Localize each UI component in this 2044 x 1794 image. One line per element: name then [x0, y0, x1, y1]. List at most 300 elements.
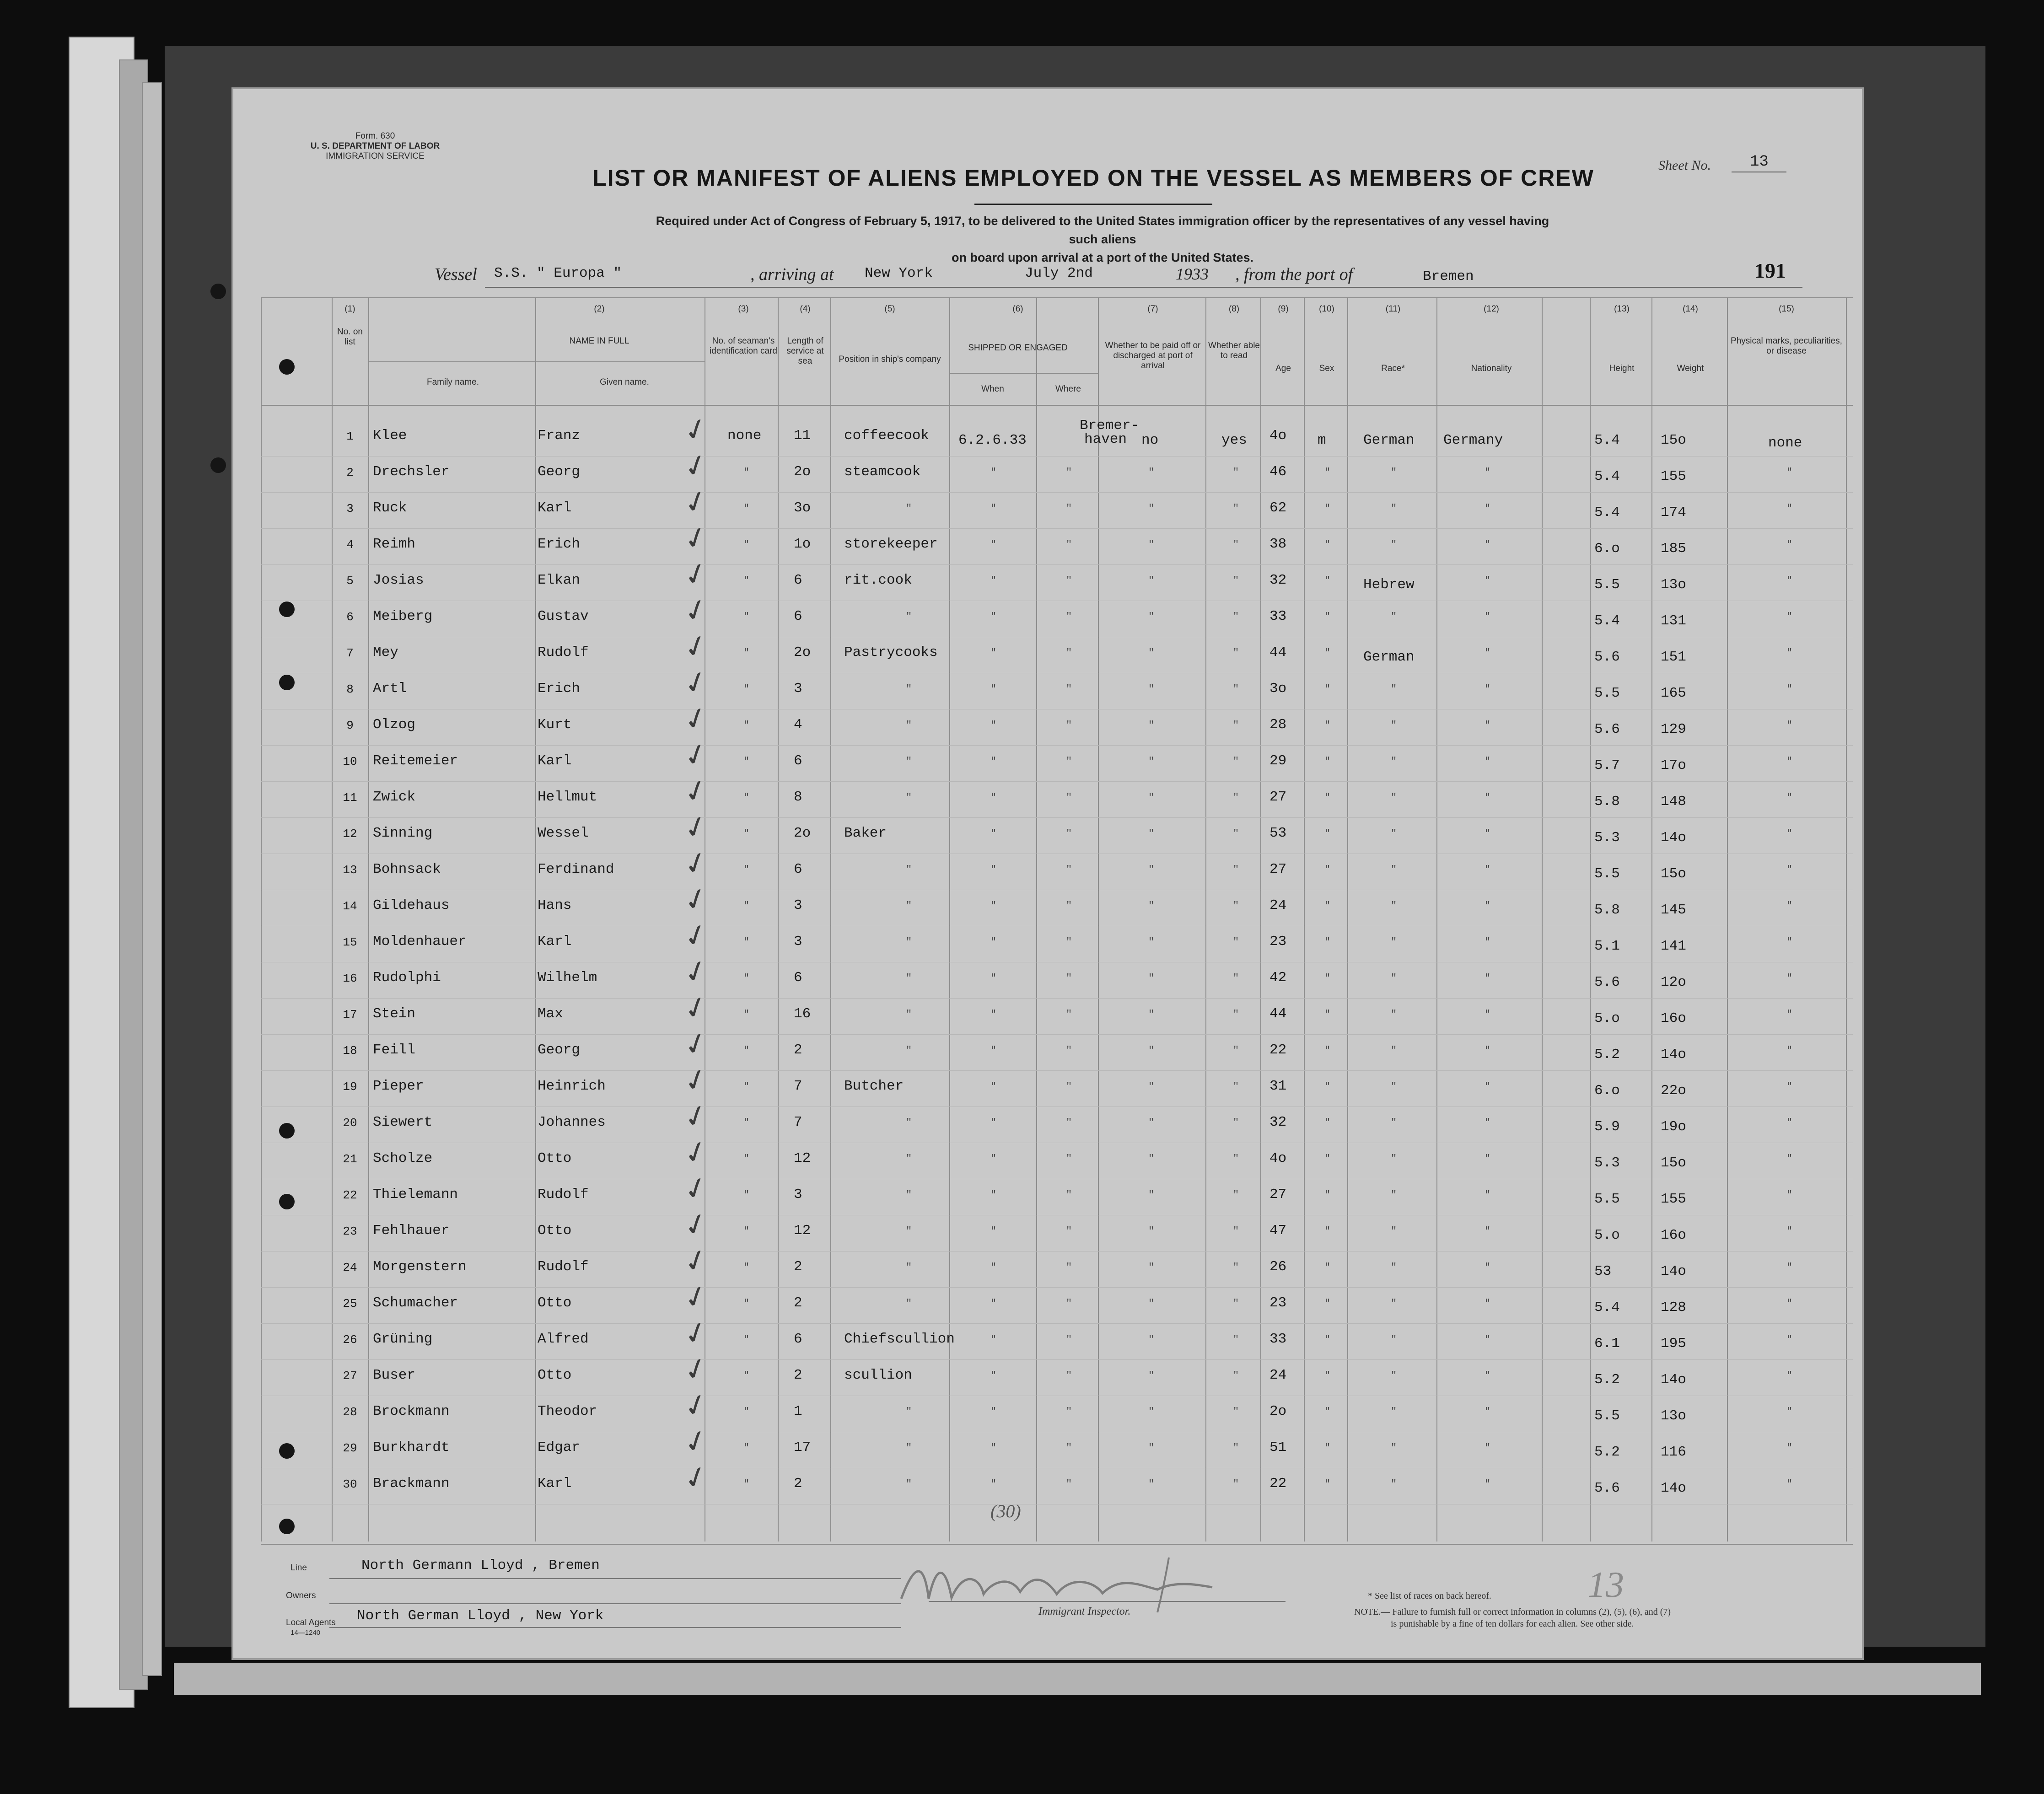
ditto-mark: " [1485, 972, 1491, 984]
col-num: (6) [1012, 304, 1023, 314]
ditto-mark: " [906, 503, 912, 514]
ditto-mark: " [906, 683, 912, 695]
check-mark: ✓ [679, 1349, 713, 1390]
header-rule [261, 297, 1853, 298]
col-header-race: Race* [1381, 364, 1405, 373]
voyage-rule [485, 287, 1802, 288]
ditto-mark: " [1786, 467, 1793, 478]
binder-hole [279, 359, 295, 375]
col-header-name: NAME IN FULL [569, 336, 629, 346]
ditto-mark: " [1786, 683, 1793, 695]
check-mark: ✓ [679, 663, 713, 703]
ditto-mark: " [1066, 936, 1072, 948]
ditto-mark: " [1391, 936, 1397, 948]
family-name: Josias [373, 572, 424, 588]
column-rule [1542, 297, 1543, 1542]
ditto-mark: " [1066, 575, 1072, 586]
ditto-mark: " [1066, 1081, 1072, 1092]
row-rule [261, 1106, 1853, 1107]
ditto-mark: " [1233, 1406, 1239, 1418]
family-name: Feill [373, 1042, 416, 1058]
service-length: 7 [794, 1114, 802, 1130]
service-length: 12 [794, 1150, 811, 1166]
check-mark: ✓ [679, 807, 713, 848]
weight: 14o [1661, 830, 1686, 846]
ditto-mark: " [990, 900, 997, 912]
ditto-mark: " [1324, 828, 1331, 839]
ditto-mark: " [1233, 972, 1239, 984]
height: 53 [1594, 1263, 1612, 1279]
ditto-mark: " [1233, 792, 1239, 803]
given-name: Rudolf [538, 1187, 589, 1203]
ditto-mark: " [1148, 1009, 1155, 1020]
ditto-mark: " [906, 1153, 912, 1165]
service-length: 2 [794, 1295, 802, 1311]
family-name: Siewert [373, 1114, 433, 1130]
ditto-mark: " [1324, 1334, 1331, 1345]
race: German [1363, 432, 1415, 448]
ditto-mark: " [1233, 864, 1239, 876]
ditto-mark: " [1485, 1406, 1491, 1418]
ditto-mark: " [1786, 1442, 1793, 1454]
ditto-mark: " [1148, 900, 1155, 912]
ditto-mark: " [743, 936, 750, 948]
ditto-mark: " [990, 936, 997, 948]
column-rule [332, 297, 333, 1542]
ditto-mark: " [1324, 611, 1331, 623]
ditto-mark: " [1148, 1117, 1155, 1128]
weight: 15o [1661, 866, 1686, 882]
ditto-mark: " [1324, 972, 1331, 984]
ditto-mark: " [1786, 503, 1793, 514]
weight: 145 [1661, 902, 1686, 918]
line-rule [329, 1578, 901, 1579]
height: 6.o [1594, 1083, 1620, 1099]
ditto-mark: " [1391, 1009, 1397, 1020]
column-rule [1846, 297, 1847, 1542]
ditto-mark: " [1148, 792, 1155, 803]
row-number: 19 [343, 1080, 357, 1094]
height: 5.5 [1594, 866, 1620, 882]
col-header-card: No. of seaman's identification card [710, 336, 777, 356]
ditto-mark: " [1148, 575, 1155, 586]
ditto-mark: " [1324, 467, 1331, 478]
ditto-mark: " [1233, 756, 1239, 767]
weight: 13o [1661, 577, 1686, 593]
row-number: 3 [346, 502, 354, 516]
ditto-mark: " [1324, 1370, 1331, 1381]
authority-line: on board upon arrival at a port of the United States. [951, 251, 1254, 264]
binder-hole [279, 1519, 295, 1534]
given-name: Erich [538, 536, 581, 552]
ditto-mark: " [1485, 611, 1491, 623]
age: 44 [1269, 645, 1287, 661]
ditto-mark: " [906, 1225, 912, 1237]
page-number: 191 [1754, 259, 1786, 282]
check-mark: ✓ [679, 1169, 713, 1209]
weight: 129 [1661, 721, 1686, 737]
service-length: 6 [794, 753, 802, 769]
ditto-mark: " [1786, 1334, 1793, 1345]
ditto-mark: " [1066, 864, 1072, 876]
height: 5.o [1594, 1010, 1620, 1026]
ditto-mark: " [906, 792, 912, 803]
ditto-mark: " [1485, 1081, 1491, 1092]
row-number: 12 [343, 827, 357, 841]
ditto-mark: " [1324, 1189, 1331, 1201]
ditto-mark: " [1233, 503, 1239, 514]
row-rule [261, 1359, 1853, 1360]
ditto-mark: " [1786, 1406, 1793, 1418]
ditto-mark: " [1066, 792, 1072, 803]
ditto-mark: " [1066, 972, 1072, 984]
col-header-service: Length of service at sea [786, 336, 824, 366]
shipped-where: haven [1084, 431, 1127, 447]
age: 33 [1269, 608, 1287, 624]
col-num: (12) [1484, 304, 1499, 314]
ditto-mark: " [1324, 539, 1331, 550]
row-number: 18 [343, 1044, 357, 1058]
ditto-mark: " [1148, 647, 1155, 659]
weight: 155 [1661, 1191, 1686, 1207]
ditto-mark: " [1066, 1189, 1072, 1201]
ditto-mark: " [1066, 1262, 1072, 1273]
col-num: (4) [800, 304, 811, 314]
ditto-mark: " [1324, 756, 1331, 767]
age: 47 [1269, 1223, 1287, 1239]
ditto-mark: " [1066, 611, 1072, 623]
service-length: 7 [794, 1078, 802, 1094]
age: 23 [1269, 934, 1287, 950]
agents-code: 14—1240 [290, 1629, 321, 1637]
height: 5.6 [1594, 1480, 1620, 1496]
ditto-mark: " [1233, 1334, 1239, 1345]
handwritten-sheet-number: 13 [1587, 1565, 1624, 1605]
age: 27 [1269, 861, 1287, 877]
row-number: 13 [343, 863, 357, 877]
ditto-mark: " [1786, 1225, 1793, 1237]
family-name: Reimh [373, 536, 416, 552]
ditto-mark: " [1148, 720, 1155, 731]
ditto-mark: " [1066, 828, 1072, 839]
row-rule [261, 998, 1853, 999]
check-mark: ✓ [679, 771, 713, 811]
service-length: 6 [794, 861, 802, 877]
age: 24 [1269, 1367, 1287, 1383]
ditto-mark: " [906, 1117, 912, 1128]
given-name: Karl [538, 934, 572, 950]
check-mark: ✓ [679, 1386, 713, 1426]
ditto-mark: " [1324, 1298, 1331, 1309]
ditto-mark: " [1233, 1262, 1239, 1273]
ditto-mark: " [743, 1442, 750, 1454]
given-name: Rudolf [538, 645, 589, 661]
ditto-mark: " [1485, 683, 1491, 695]
service-length: 6 [794, 970, 802, 986]
col-num: (5) [884, 304, 895, 314]
family-name: Grüning [373, 1331, 433, 1347]
height: 5.3 [1594, 830, 1620, 846]
ditto-mark: " [990, 1225, 997, 1237]
check-mark: ✓ [679, 1096, 713, 1137]
ditto-mark: " [1324, 1081, 1331, 1092]
ditto-mark: " [906, 900, 912, 912]
height: 5.4 [1594, 505, 1620, 521]
ditto-mark: " [1066, 1153, 1072, 1165]
ditto-mark: " [1233, 936, 1239, 948]
check-mark: ✓ [679, 1133, 713, 1173]
given-name: Otto [538, 1150, 572, 1166]
ditto-mark: " [743, 611, 750, 623]
ditto-mark: " [990, 1334, 997, 1345]
row-number: 15 [343, 935, 357, 949]
height: 5.4 [1594, 432, 1620, 448]
ditto-mark: " [1786, 1298, 1793, 1309]
ditto-mark: " [1786, 792, 1793, 803]
ditto-mark: " [990, 575, 997, 586]
ditto-mark: " [1148, 539, 1155, 550]
weight: 17o [1661, 757, 1686, 773]
vessel-name: S.S. " Europa " [494, 265, 622, 281]
ditto-mark: " [990, 864, 997, 876]
ditto-mark: " [990, 1478, 997, 1490]
family-name: Sinning [373, 825, 433, 841]
row-rule [261, 1034, 1853, 1035]
ditto-mark: " [990, 1370, 997, 1381]
ditto-mark: " [1148, 1334, 1155, 1345]
age: 38 [1269, 536, 1287, 552]
height: 5.7 [1594, 757, 1620, 773]
service-length: 3 [794, 681, 802, 697]
service-length: 17 [794, 1439, 811, 1456]
family-name: Mey [373, 645, 398, 661]
ditto-mark: " [1786, 1189, 1793, 1201]
ditto-mark: " [990, 539, 997, 550]
weight: 16o [1661, 1010, 1686, 1026]
ditto-mark: " [1324, 1045, 1331, 1056]
given-name: Heinrich [538, 1078, 606, 1094]
service-length: 12 [794, 1223, 811, 1239]
able-to-read: yes [1221, 432, 1247, 448]
fine-note: is punishable by a fine of ten dollars for each alien. See other side. [1391, 1619, 1634, 1629]
ditto-mark: " [743, 683, 750, 695]
department: U. S. DEPARTMENT OF LABOR [310, 141, 440, 151]
ditto-mark: " [1324, 683, 1331, 695]
ditto-mark: " [1391, 756, 1397, 767]
agents-label: Local Agents [286, 1618, 336, 1627]
col-header-height: Height [1609, 364, 1635, 373]
position: scullion [844, 1367, 912, 1383]
given-name: Theodor [538, 1403, 597, 1419]
age: 22 [1269, 1042, 1287, 1058]
check-mark: ✓ [679, 554, 713, 595]
ditto-mark: " [1485, 1370, 1491, 1381]
ditto-mark: " [1148, 936, 1155, 948]
paid-off: no [1141, 432, 1159, 448]
weight: 116 [1661, 1444, 1686, 1460]
height: 5.2 [1594, 1047, 1620, 1063]
ditto-mark: " [1786, 1478, 1793, 1490]
row-number: 26 [343, 1333, 357, 1347]
check-mark: ✓ [679, 1458, 713, 1498]
row-rule [261, 564, 1853, 565]
title-rule [974, 204, 1212, 205]
ditto-mark: " [1148, 503, 1155, 514]
service-length: 11 [794, 428, 811, 444]
ditto-mark: " [990, 1442, 997, 1454]
inspector-rule [929, 1601, 1286, 1602]
ditto-mark: " [1233, 1442, 1239, 1454]
height: 6.o [1594, 541, 1620, 557]
given-name: Gustav [538, 608, 589, 624]
binder-hole [210, 457, 226, 473]
column-rule [368, 297, 369, 1542]
col-header-shipped: SHIPPED OR ENGAGED [968, 343, 1068, 353]
ditto-mark: " [906, 756, 912, 767]
row-number: 8 [346, 682, 354, 696]
ditto-mark: " [1391, 467, 1397, 478]
height: 5.6 [1594, 721, 1620, 737]
given-name: Hellmut [538, 789, 597, 805]
row-number: 30 [343, 1477, 357, 1491]
ditto-mark: " [1391, 1081, 1397, 1092]
service-length: 2 [794, 1042, 802, 1058]
ditto-mark: " [743, 467, 750, 478]
ditto-mark: " [1233, 720, 1239, 731]
weight: 13o [1661, 1408, 1686, 1424]
given-name: Elkan [538, 572, 581, 588]
column-rule [1260, 297, 1261, 1542]
column-rule [1098, 297, 1099, 1542]
column-rule [949, 297, 950, 1542]
ditto-mark: " [1233, 467, 1239, 478]
row-number: 22 [343, 1188, 357, 1202]
ditto-mark: " [1066, 1370, 1072, 1381]
weight: 151 [1661, 649, 1686, 665]
ditto-mark: " [743, 503, 750, 514]
ditto-mark: " [990, 1406, 997, 1418]
ditto-mark: " [1066, 503, 1072, 514]
col-header-given: Given name. [600, 377, 649, 387]
height: 5.5 [1594, 1191, 1620, 1207]
row-number: 17 [343, 1008, 357, 1021]
family-name: Moldenhauer [373, 934, 467, 950]
ditto-mark: " [990, 683, 997, 695]
ditto-mark: " [1786, 720, 1793, 731]
ditto-mark: " [1324, 792, 1331, 803]
weight: 128 [1661, 1300, 1686, 1316]
col-header-where: Where [1055, 384, 1081, 394]
ditto-mark: " [1391, 1262, 1397, 1273]
check-mark: ✓ [679, 1060, 713, 1101]
ditto-mark: " [1233, 900, 1239, 912]
row-rule [261, 1070, 1853, 1071]
ditto-mark: " [906, 1009, 912, 1020]
family-name: Pieper [373, 1078, 424, 1094]
ditto-mark: " [1148, 683, 1155, 695]
age: 28 [1269, 717, 1287, 733]
check-mark: ✓ [679, 1205, 713, 1245]
check-mark: ✓ [679, 410, 713, 450]
ditto-mark: " [990, 1153, 997, 1165]
ditto-mark: " [1066, 1009, 1072, 1020]
height: 5.4 [1594, 1300, 1620, 1316]
service-length: 6 [794, 1331, 802, 1347]
age: 62 [1269, 500, 1287, 516]
check-mark: ✓ [679, 518, 713, 559]
ditto-mark: " [990, 972, 997, 984]
position: Baker [844, 825, 887, 841]
ditto-mark: " [1148, 611, 1155, 623]
given-name: Wilhelm [538, 970, 597, 986]
ditto-mark: " [906, 1189, 912, 1201]
ditto-mark: " [743, 539, 750, 550]
col-header-position: Position in ship's company [839, 355, 941, 364]
check-mark: ✓ [679, 843, 713, 884]
col-header-paid-off: Whether to be paid off or discharged at port of arrival [1105, 341, 1201, 371]
height: 5.5 [1594, 685, 1620, 701]
service-length: 2 [794, 1367, 802, 1383]
ditto-mark: " [743, 647, 750, 659]
family-name: Stein [373, 1006, 416, 1022]
age: 31 [1269, 1078, 1287, 1094]
ditto-mark: " [1324, 1117, 1331, 1128]
ditto-mark: " [1066, 720, 1072, 731]
ditto-mark: " [743, 828, 750, 839]
weight: 12o [1661, 974, 1686, 990]
family-name: Drechsler [373, 464, 450, 480]
ditto-mark: " [1485, 647, 1491, 659]
height: 5.8 [1594, 902, 1620, 918]
ditto-mark: " [743, 900, 750, 912]
position: rit.cook [844, 572, 912, 588]
ditto-mark: " [990, 467, 997, 478]
ditto-mark: " [1786, 1009, 1793, 1020]
age: 24 [1269, 897, 1287, 913]
service-length: 3 [794, 1187, 802, 1203]
fine-note: NOTE.— Failure to furnish full or correct information in columns (2), (5), (6), and (7) [1354, 1607, 1671, 1617]
ditto-mark: " [1066, 683, 1072, 695]
family-name: Burkhardt [373, 1439, 450, 1456]
header-subrule [949, 373, 1098, 374]
check-mark: ✓ [679, 1277, 713, 1317]
ditto-mark: " [1391, 972, 1397, 984]
service-length: 8 [794, 789, 802, 805]
ditto-mark: " [906, 1442, 912, 1454]
form-title: LIST OR MANIFEST OF ALIENS EMPLOYED ON THE VESSEL AS MEMBERS OF CREW [592, 165, 1594, 191]
ditto-mark: " [1233, 1045, 1239, 1056]
check-mark: ✓ [679, 1422, 713, 1462]
ditto-mark: " [1391, 1478, 1397, 1490]
ditto-mark: " [1786, 539, 1793, 550]
height: 5.6 [1594, 649, 1620, 665]
ditto-mark: " [1324, 1225, 1331, 1237]
family-name: Buser [373, 1367, 416, 1383]
page-stack-bottom [174, 1663, 1981, 1695]
weight: 155 [1661, 468, 1686, 484]
ditto-mark: " [1233, 1153, 1239, 1165]
ditto-mark: " [743, 1298, 750, 1309]
ditto-mark: " [1485, 1442, 1491, 1454]
check-mark: ✓ [679, 735, 713, 775]
height: 5.5 [1594, 1408, 1620, 1424]
row-number: 11 [343, 791, 357, 805]
family-name: Zwick [373, 789, 416, 805]
ditto-mark: " [1148, 756, 1155, 767]
row-rule [261, 1287, 1853, 1288]
shipped-where: Bremer- [1080, 418, 1140, 434]
row-rule [261, 745, 1853, 746]
